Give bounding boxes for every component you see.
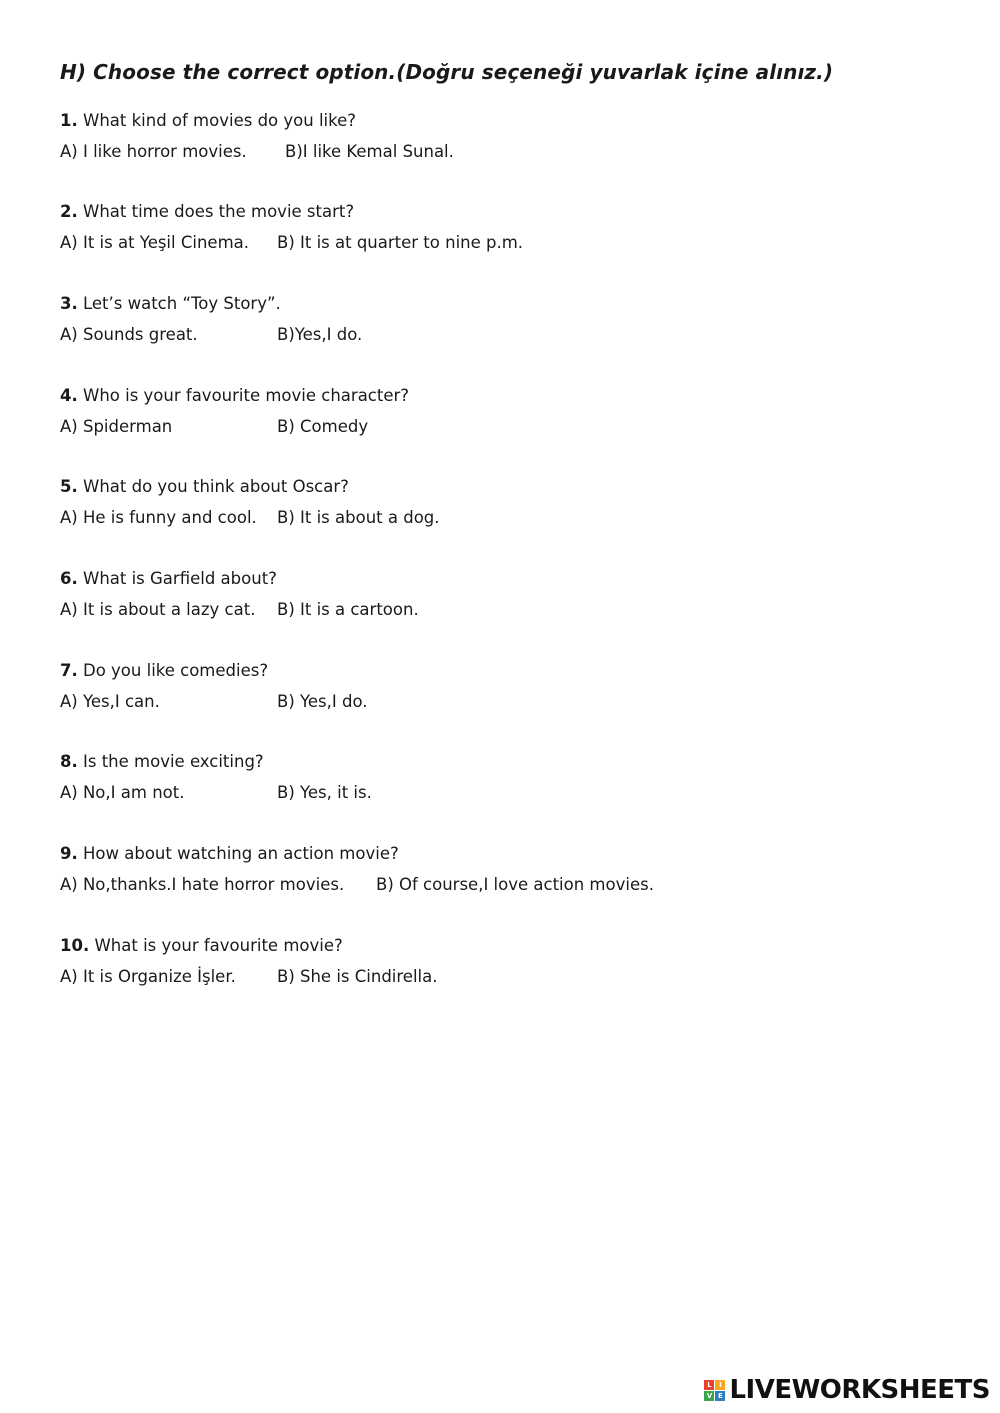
question-number: 10.	[60, 936, 90, 955]
question-10	[60, 931, 960, 992]
question-4	[60, 381, 960, 442]
question-text: Is the movie exciting?	[83, 752, 264, 771]
logo-mark-l: L	[704, 1380, 714, 1390]
question-text: Let’s watch “Toy Story”.	[83, 294, 281, 313]
question-number: 3.	[60, 294, 78, 313]
option-b[interactable]: B) Of course,I love action movies.	[376, 875, 654, 894]
logo-text: LIVEWORKSHEETS	[729, 1375, 990, 1405]
question-text: What time does the movie start?	[83, 202, 355, 221]
option-b[interactable]: B)Yes,I do.	[277, 325, 363, 344]
page-heading: H) Choose the correct option.(Doğru seçeneği yuvarlak içine alınız.)	[60, 60, 834, 84]
option-a[interactable]: A) It is Organize İşler.	[60, 967, 236, 986]
option-a[interactable]: A) No,I am not.	[60, 783, 185, 802]
option-b[interactable]: B) It is a cartoon.	[277, 600, 419, 619]
option-a[interactable]: A) Sounds great.	[60, 325, 198, 344]
logo-mark-e: E	[715, 1391, 725, 1401]
question-8	[60, 747, 960, 808]
question-text: What is your favourite movie?	[94, 936, 343, 955]
option-b[interactable]: B) Comedy	[277, 417, 369, 436]
option-a[interactable]: A) I like horror movies.	[60, 142, 247, 161]
question-number: 5.	[60, 477, 78, 496]
question-text: How about watching an action movie?	[83, 844, 399, 863]
option-b[interactable]: B) She is Cindirella.	[277, 967, 438, 986]
option-a[interactable]: A) No,thanks.I hate horror movies.	[60, 875, 345, 894]
liveworksheets-logo	[704, 1375, 990, 1405]
logo-icon	[704, 1380, 725, 1401]
option-a[interactable]: A) Spiderman	[60, 417, 173, 436]
question-5	[60, 472, 960, 533]
question-number: 9.	[60, 844, 78, 863]
option-a[interactable]: A) It is about a lazy cat.	[60, 600, 256, 619]
option-a[interactable]: A) He is funny and cool.	[60, 508, 257, 527]
question-1	[60, 106, 960, 167]
question-number: 8.	[60, 752, 78, 771]
question-number: 4.	[60, 386, 78, 405]
question-number: 7.	[60, 661, 78, 680]
option-b[interactable]: B) It is at quarter to nine p.m.	[277, 233, 524, 252]
question-text: Do you like comedies?	[83, 661, 269, 680]
question-text: What kind of movies do you like?	[83, 111, 356, 130]
option-b[interactable]: B) Yes,I do.	[277, 692, 368, 711]
question-text: Who is your favourite movie character?	[83, 386, 410, 405]
question-9	[60, 839, 960, 900]
question-7	[60, 656, 960, 717]
question-number: 6.	[60, 569, 78, 588]
question-text: What do you think about Oscar?	[83, 477, 349, 496]
question-text: What is Garfield about?	[83, 569, 277, 588]
question-number: 1.	[60, 111, 78, 130]
option-b[interactable]: B) Yes, it is.	[277, 783, 372, 802]
question-3	[60, 289, 960, 350]
logo-mark-i: I	[715, 1380, 725, 1390]
option-b[interactable]: B) It is about a dog.	[277, 508, 440, 527]
option-a[interactable]: A) It is at Yeşil Cinema.	[60, 233, 249, 252]
question-2	[60, 197, 960, 258]
question-6	[60, 564, 960, 625]
logo-mark-v: V	[704, 1391, 714, 1401]
option-b[interactable]: B)I like Kemal Sunal.	[285, 142, 454, 161]
question-number: 2.	[60, 202, 78, 221]
option-a[interactable]: A) Yes,I can.	[60, 692, 160, 711]
